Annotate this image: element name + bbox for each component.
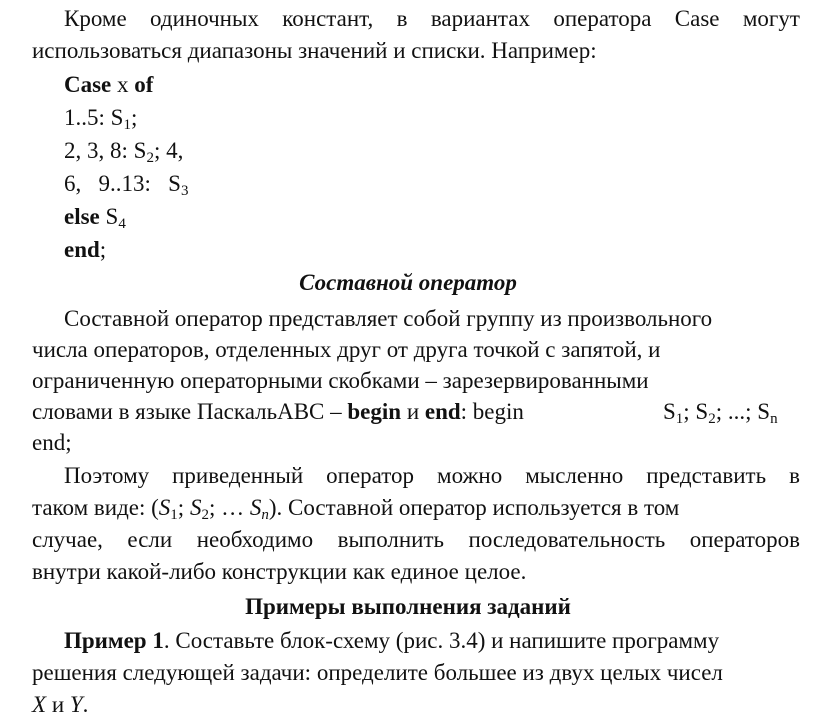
- word: оператора: [553, 6, 652, 31]
- intro-line-2: использоваться диапазоны значений и списки. Например:: [32, 38, 597, 63]
- section1-line-1: Составной оператор представляет собой группу из произвольного: [64, 306, 713, 331]
- example-line-3: X и Y.: [32, 692, 89, 717]
- section1-line-4-statements: $S_1$; $S_2$; ...; $S_n$: [663, 399, 778, 427]
- word: представить: [646, 463, 767, 488]
- code-else-line: else $S_4$: [64, 204, 126, 232]
- para2-line-4: внутри какой-либо конструкции как единое целое.: [32, 559, 527, 584]
- section1-line-4: словами в языке ПаскальABC – begin и end: begin: [32, 399, 524, 424]
- example-line-2: решения следующей задачи: определите большее из двух целых чисел: [32, 660, 723, 685]
- keyword-end-inline: end: [424, 399, 461, 424]
- code-end-line: end;: [64, 237, 107, 262]
- code-line-2: 2, 3, 8: $S_2$; 4,: [64, 138, 184, 166]
- section1-line-3: ограниченную операторными скобками – зарезервированными: [32, 368, 649, 393]
- word: оператор: [326, 463, 415, 488]
- keyword-begin: begin: [347, 399, 402, 424]
- word: операторов: [689, 527, 800, 552]
- case-variable: x: [111, 72, 135, 97]
- example-label: Пример 1: [64, 628, 164, 653]
- word: могут: [742, 6, 800, 31]
- keyword-else: else: [64, 204, 100, 229]
- word: Кроме: [64, 6, 127, 31]
- keyword-end: end: [64, 237, 100, 262]
- section-heading-compound: Составной оператор: [299, 270, 517, 295]
- word: в: [396, 6, 408, 31]
- keyword-case: Case: [64, 72, 112, 97]
- word: мысленно: [525, 463, 624, 488]
- section1-line-5: end;: [32, 430, 72, 455]
- word: если: [127, 527, 173, 552]
- word: случае,: [32, 527, 103, 552]
- section1-line-2: числа операторов, отделенных друг от друга точкой с запятой, и: [32, 337, 661, 362]
- word: можно: [437, 463, 503, 488]
- word: в: [789, 463, 800, 488]
- section-heading-examples: Примеры выполнения заданий: [245, 594, 571, 619]
- para2-line-1: [64, 461, 800, 491]
- code-line-3: 6, 9..13: $S_3$: [64, 171, 189, 199]
- word: Case: [674, 6, 720, 31]
- para2-line-3: [32, 525, 800, 555]
- code-case-line: [64, 70, 153, 100]
- word: констант,: [282, 6, 374, 31]
- word: одиночных: [150, 6, 259, 31]
- code-line-1: 1..5: $S_1$;: [64, 105, 138, 133]
- example-line-1: Пример 1. Составьте блок-схему (рис. 3.4) и напишите программу: [64, 628, 720, 653]
- word: приведенный: [172, 463, 304, 488]
- word: последовательность: [468, 527, 666, 552]
- intro-line-1: [64, 4, 800, 34]
- para2-line-2: таком виде: ($S_1$; $S_2$; … $S_n$). Составной оператор используется в том: [32, 495, 680, 523]
- word: необходимо: [196, 527, 314, 552]
- keyword-of: of: [134, 72, 154, 97]
- word: Поэтому: [64, 463, 150, 488]
- word: вариантах: [430, 6, 530, 31]
- word: выполнить: [337, 527, 445, 552]
